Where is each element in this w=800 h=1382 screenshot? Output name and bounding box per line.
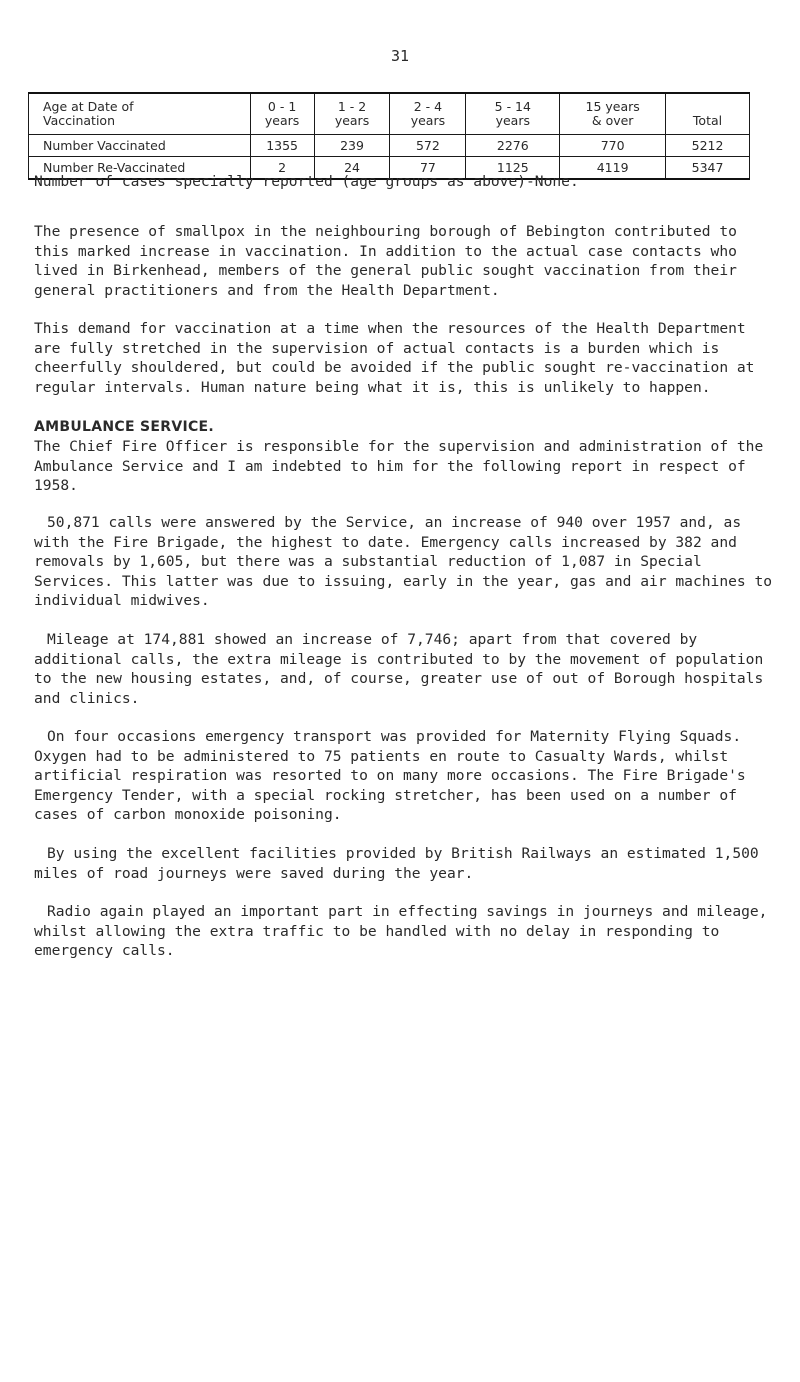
header-1-2: 1 - 2 years bbox=[314, 93, 390, 135]
table-cell: 572 bbox=[390, 135, 466, 157]
header-2-4: 2 - 4 years bbox=[390, 93, 466, 135]
table-cell: 5212 bbox=[666, 135, 750, 157]
paragraph-demand: This demand for vaccination at a time when the resources of the Health Department are fully stretched in the supervision of actual contacts is a burden which is cheerfully shouldered, but could be avoided if the public sought re-vaccination at regular intervals. Human nature being what it is, this is unlikely to happen. bbox=[34, 320, 755, 396]
row-label: Number Re-Vaccinated bbox=[29, 157, 251, 180]
paragraph-radio: Radio again played an important part in effecting savings in journeys and mileage, whilst allowing the extra traffic to be handled with no delay in responding to emergency calls. bbox=[34, 903, 768, 959]
paragraph-railways: By using the excellent facilities provided by British Railways an estimated 1,500 miles of road journeys were saved during the year. bbox=[34, 845, 759, 882]
table-header-row bbox=[29, 93, 750, 135]
paragraph-emergency: On four occasions emergency transport was provided for Maternity Flying Squads. Oxygen had to be administered to 75 patients en route to Casualty Wards, whilst artificial respiration was resorted to on many more occasions. The Fire Brigade's Emergency Tender, with a special rocking stretcher, has been used on a number of cases of carbon monoxide poisoning. bbox=[34, 728, 746, 823]
paragraph-smallpox: The presence of smallpox in the neighbouring borough of Bebington contributed to this marked increase in vaccination. In addition to the actual case contacts who lived in Birkenhead, members of the general public sought vaccination from their general practitioners and from the Health Department. bbox=[34, 223, 737, 299]
table-cell: 1355 bbox=[250, 135, 314, 157]
header-total: Total bbox=[666, 93, 750, 135]
table-cell: 77 bbox=[390, 157, 466, 180]
table-cell: 5347 bbox=[666, 157, 750, 180]
header-age: Age at Date of Vaccination bbox=[29, 93, 251, 135]
table-cell: 1125 bbox=[466, 157, 560, 180]
ambulance-heading: AMBULANCE SERVICE. bbox=[34, 419, 215, 435]
table-cell: 24 bbox=[314, 157, 390, 180]
special-cases-line: Number of cases specially reported (age groups as above)-None. bbox=[34, 173, 579, 190]
table-cell: 239 bbox=[314, 135, 390, 157]
paragraph-ambulance-intro: The Chief Fire Officer is responsible for the supervision and administration of the Ambulance Service and I am indebted to him for the following report in respect of 1958. bbox=[34, 438, 764, 494]
header-15-over: 15 years & over bbox=[560, 93, 666, 135]
paragraph-calls: 50,871 calls were answered by the Service, an increase of 940 over 1957 and, as with the Fire Brigade, the highest to date. Emergency calls increased by 382 and removals by 1,605, but there was a substantial reduction of 1,087 in Special Services. This latter was due to issuing, early in the year, gas and air machines to individual midwives. bbox=[34, 514, 773, 609]
vaccination-table bbox=[28, 92, 750, 180]
header-5-14: 5 - 14 years bbox=[466, 93, 560, 135]
table-cell: 2 bbox=[250, 157, 314, 180]
header-0-1: 0 - 1 years bbox=[250, 93, 314, 135]
table-cell: 770 bbox=[560, 135, 666, 157]
page-number: 31 bbox=[390, 47, 410, 65]
table-cell: 2276 bbox=[466, 135, 560, 157]
table-row bbox=[29, 135, 750, 157]
row-label: Number Vaccinated bbox=[29, 135, 251, 157]
table-cell: 4119 bbox=[560, 157, 666, 180]
paragraph-mileage: Mileage at 174,881 showed an increase of 7,746; apart from that covered by additional calls, the extra mileage is contributed to by the movement of population to the new housing estates, and, of course, greater use of out of Borough hospitals and clinics. bbox=[34, 631, 764, 707]
